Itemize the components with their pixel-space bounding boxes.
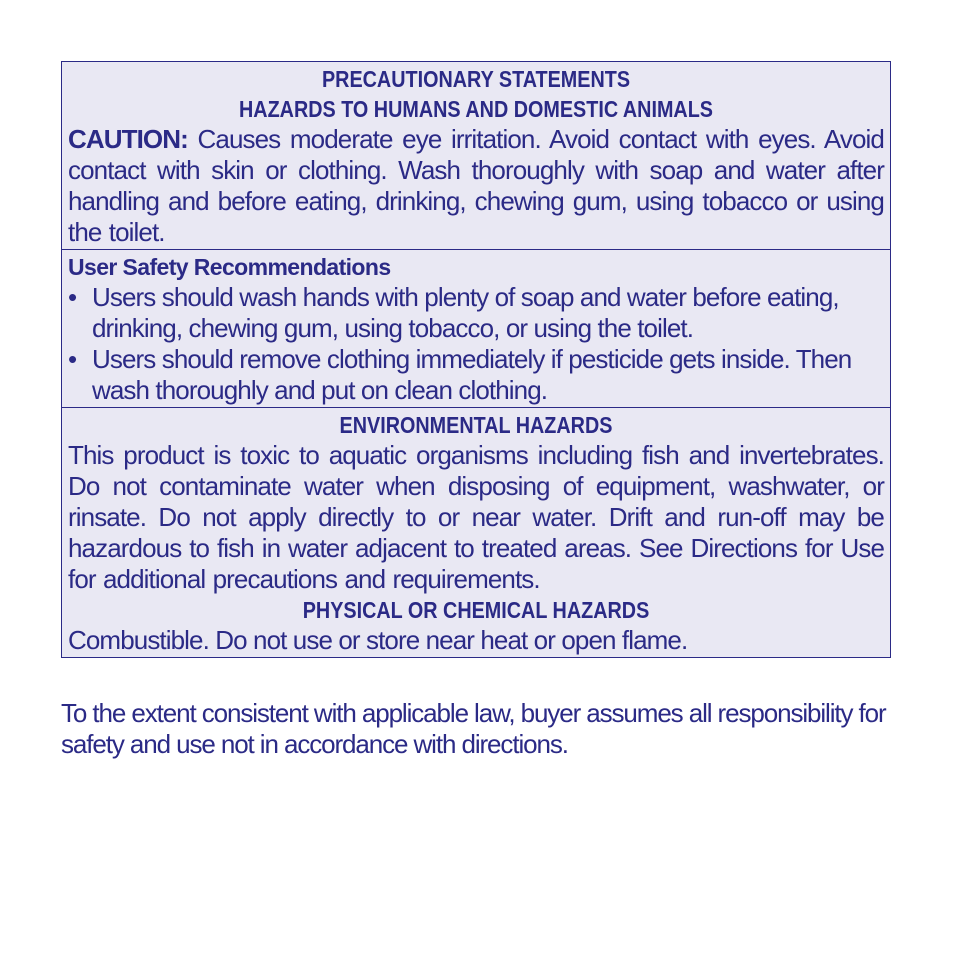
bullet-icon: •	[68, 344, 77, 374]
user-safety-list	[68, 282, 884, 406]
environmental-text: This product is toxic to aquatic organisms including fish and invertebrates. Do not contaminate water when disposing of equipment, washwater, or rinsate. Do not apply directly to or near water. Drift and run-off may be hazardous to fish in water adjacent to treated areas. See Directions for Use for additional precautions and requirements.	[68, 440, 884, 594]
environmental-section	[62, 407, 890, 657]
hazards-humans-heading: HAZARDS TO HUMANS AND DOMESTIC ANIMALS	[239, 96, 713, 122]
list-item-text: Users should remove clothing immediately if pesticide gets inside. Then wash thoroughly and put on clean clothing.	[92, 344, 852, 405]
user-safety-heading: User Safety Recommendations	[68, 254, 391, 280]
caution-label: CAUTION:	[68, 124, 188, 154]
caution-paragraph	[68, 124, 884, 248]
physical-text: Combustible. Do not use or store near heat or open flame.	[68, 625, 688, 655]
list-item	[68, 282, 884, 344]
physical-heading: PHYSICAL OR CHEMICAL HAZARDS	[302, 597, 650, 623]
bullet-icon: •	[68, 282, 77, 312]
precautionary-title: PRECAUTIONARY STATEMENTS	[321, 66, 631, 92]
liability-footer: To the extent consistent with applicable law, buyer assumes all responsibility for safety and use not in accordance with directions.	[61, 698, 886, 759]
environmental-heading: ENVIRONMENTAL HAZARDS	[339, 412, 613, 438]
caution-text: Causes moderate eye irritation. Avoid contact with eyes. Avoid contact with skin or clothing. Wash thoroughly with soap and water after handling and before eating, drinking, chewing gum, using tobacco or using the toilet.	[68, 124, 884, 247]
list-item-text: Users should wash hands with plenty of soap and water before eating, drinking, chewing gum, using tobacco, or using the toilet.	[92, 282, 839, 343]
precautionary-section	[62, 62, 890, 249]
precautionary-label-box	[61, 61, 891, 658]
list-item	[68, 344, 884, 406]
user-safety-section	[62, 249, 890, 407]
